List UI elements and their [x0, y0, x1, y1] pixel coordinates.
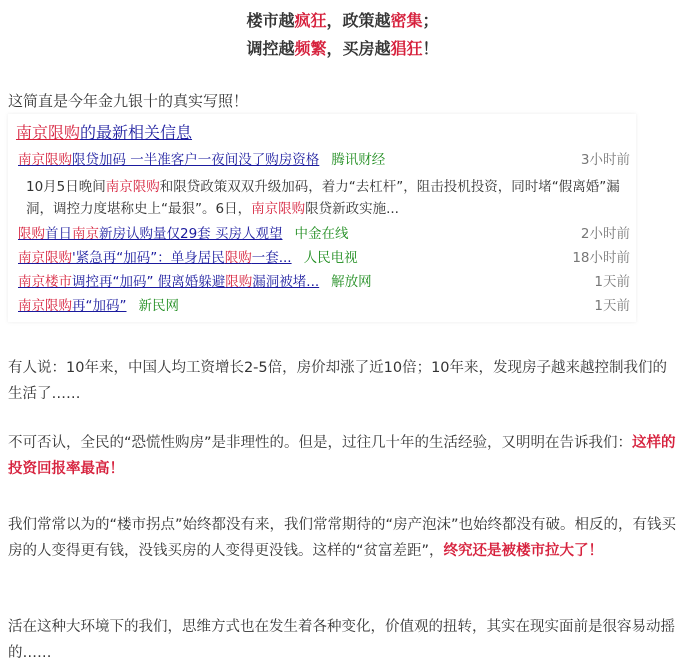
- news-time: 1天前: [594, 298, 630, 314]
- intro-text: 这简直是今年金九银十的真实写照！: [8, 92, 249, 110]
- news-item: [18, 248, 638, 268]
- news-source: 中金在线: [294, 226, 349, 242]
- news-title[interactable]: [16, 120, 192, 143]
- news-time: 1天前: [594, 274, 630, 290]
- news-link[interactable]: 南京限购限贷加码 一半准客户一夜间没了购房资格: [18, 152, 320, 168]
- paragraph-2: [8, 430, 678, 482]
- heading-highlight: 疯狂: [294, 11, 327, 30]
- paragraph-4: 活在这种大环境下的我们，思维方式也在发生着各种变化，价值观的扭转，其实在现实面前是很容易动摇的……: [8, 619, 675, 661]
- news-item: [18, 272, 638, 292]
- news-title-text[interactable]: 的最新相关信息: [80, 123, 193, 142]
- paragraph-text: 不可否认，全民的“恐慌性购房”是非理性的。但是，过往几十年的生活经验，又明明在告诉我们：: [8, 435, 633, 451]
- news-time: 3小时前: [580, 152, 630, 168]
- paragraph-text: 我们常常以为的“楼市拐点”始终都没有来，我们常常期待的“房产泡沫”也始终都没有破。相反的，有钱买房的人变得更有钱，没钱买房的人变得更没钱。这样的“贫富差距”，: [8, 517, 677, 559]
- news-item: [18, 150, 638, 170]
- news-link[interactable]: 南京限购'紧急再“加码”：单身居民限购一套...: [18, 250, 292, 266]
- heading-highlight: 密集: [390, 11, 423, 30]
- heading-highlight: 频繁: [294, 39, 327, 58]
- heading-text: 楼市越: [246, 11, 295, 30]
- heading-highlight: 猖狂: [390, 39, 423, 58]
- paragraph-3: [8, 512, 678, 564]
- heading-text: ，买房越: [326, 39, 391, 58]
- news-link[interactable]: 南京限购再“加码”: [18, 298, 127, 314]
- news-source: 腾讯财经: [331, 152, 386, 168]
- heading-text: ！: [422, 39, 439, 58]
- news-source: 解放网: [331, 274, 372, 290]
- news-snippet: 10月5日晚间南京限购和限贷政策双双升级加码，着力“去杠杆”，阻击投机投资，同时堵“假离婚”漏洞，调控力度堪称史上“最狠”。6日，南京限购限贷新政实施...: [26, 179, 620, 217]
- news-source: 人民电视: [303, 250, 358, 266]
- news-link[interactable]: 南京楼市调控再“加码” 假离婚躲避限购漏洞被堵...: [18, 274, 320, 290]
- news-title-keyword[interactable]: 南京限购: [16, 123, 81, 142]
- heading-text: ；: [422, 11, 439, 30]
- news-time: 18小时前: [572, 250, 630, 266]
- news-time: 2小时前: [580, 226, 630, 242]
- news-item: [18, 296, 638, 316]
- news-item: [18, 224, 638, 244]
- heading-text: 调控越: [246, 39, 295, 58]
- heading-text: ，政策越: [326, 11, 391, 30]
- news-box: [8, 114, 636, 322]
- paragraph-emphasis: 终究还是被楼市拉大了！: [443, 543, 604, 559]
- news-source: 新民网: [138, 298, 179, 314]
- heading-line-1: [0, 10, 685, 32]
- paragraph-1: 有人说：10年来，中国人均工资增长2-5倍，房价却涨了近10倍；10年来，发现房子越来越控制我们的生活了……: [8, 360, 668, 402]
- news-link[interactable]: 限购首日南京新房认购量仅29套 买房人观望: [18, 226, 283, 242]
- paragraph-emphasis: 这样的投资回报率最高！: [8, 435, 676, 477]
- heading-line-2: [0, 38, 685, 60]
